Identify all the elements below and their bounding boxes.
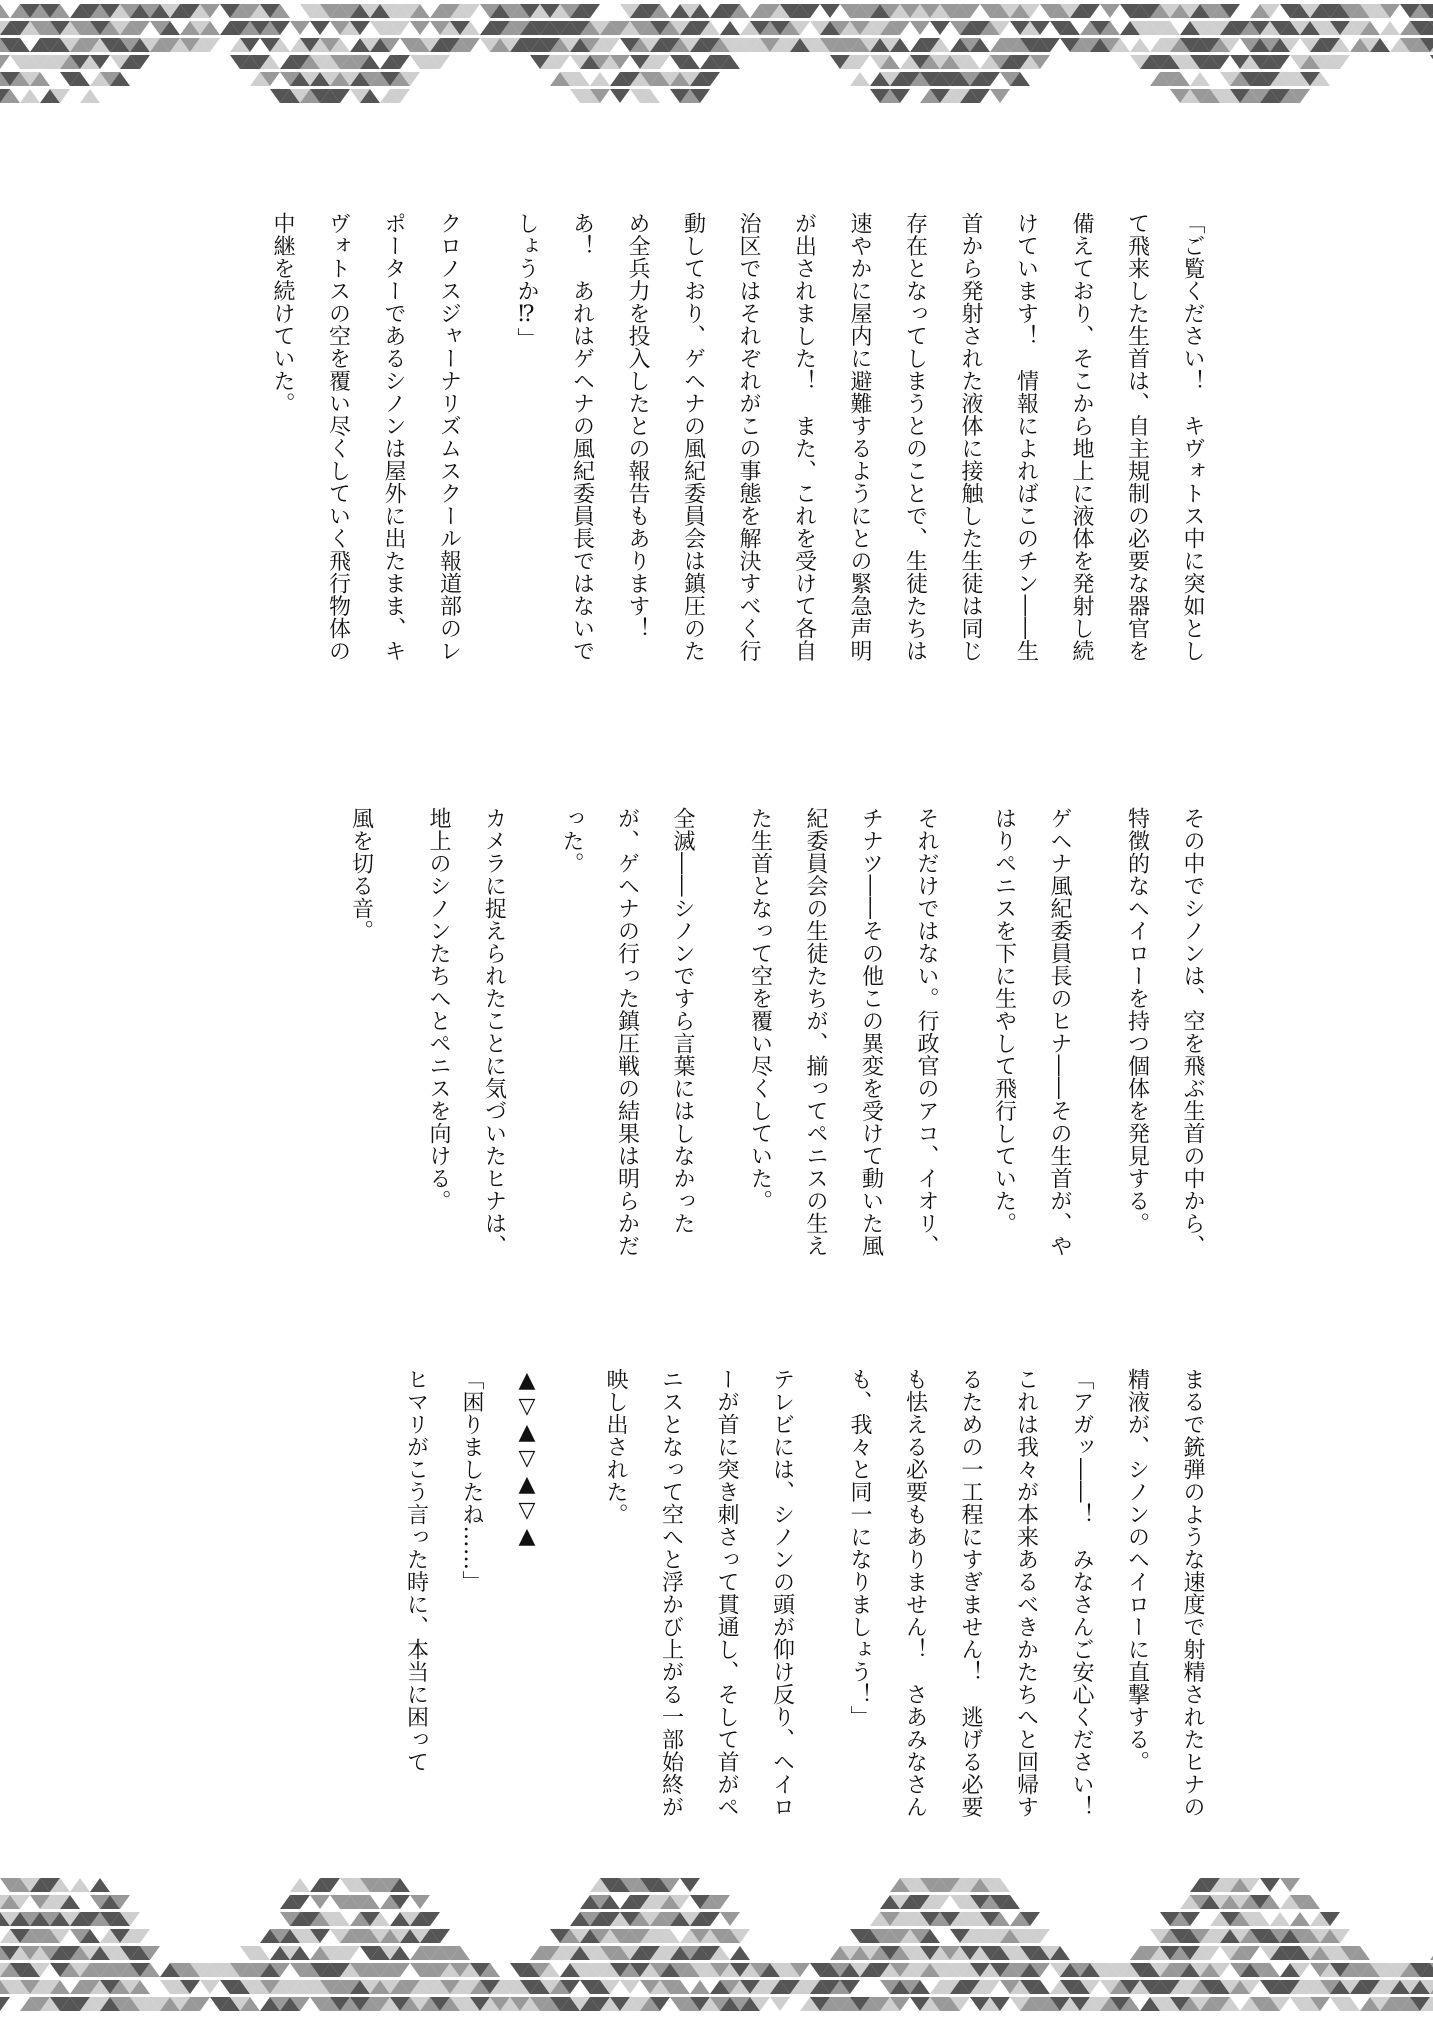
triangle-tile (820, 4, 840, 18)
triangle-tile (310, 21, 330, 35)
triangle-pattern-bottom-icon (0, 1874, 1433, 2024)
triangle-tile (0, 1997, 10, 2011)
paragraph: 全滅――シノンですら言葉にはしなかったが、ゲヘナの行った鎮圧戦の結果は明らかだった。 (559, 807, 695, 1257)
triangle-tile (290, 1878, 310, 1892)
triangle-tile (200, 1980, 220, 1994)
paragraph: 「困りましたね……」 (459, 1368, 484, 1593)
triangle-tile (1270, 1912, 1290, 1926)
triangle-tile (770, 1997, 790, 2011)
triangle-tile (720, 1912, 740, 1926)
triangle-tile (20, 89, 40, 103)
triangle-tile (720, 21, 740, 35)
triangle-tile (930, 21, 950, 35)
paragraph: 風を切る音。 (348, 807, 374, 942)
paragraph: ゲヘナ風紀委員長のヒナ――その生首が、やはりペニスを下に生やして飛行していた。 (991, 807, 1072, 1257)
paragraph: その中でシノンは、空を飛ぶ生首の中から、特徴的なヘイローを持つ個体を発見する。 (1124, 807, 1205, 1257)
triangle-tile (680, 1878, 700, 1892)
triangle-tile (1380, 21, 1400, 35)
text-column-bottom (260, 1368, 1220, 1841)
scene-divider: ▲▽▲▽▲▽▲ (514, 1368, 540, 1550)
triangle-tile (310, 1895, 330, 1909)
paragraph: カメラに捉えられたことに気づいたヒナは、地上のシノンたちへとペニスを向ける。 (426, 807, 507, 1257)
triangle-tile (410, 21, 430, 35)
triangle-tile (290, 21, 310, 35)
paragraph: まるで銃弾のような速度で射精されたヒナの精液が、シノンのヘイローに直撃する。 (1124, 1368, 1205, 1818)
paragraph: ヒマリがこう言った時に、本当に困って (403, 1368, 429, 1773)
paragraph: クロノスジャーナリズムスクール報道部のレポーターであるシノンは屋外に出たまま、キヴォトスの空を覆い尽くしていく飛行物体の中継を続けていた。 (270, 212, 462, 662)
triangle-tile (410, 1895, 430, 1909)
triangle-tile (0, 55, 10, 69)
top-triangle-pattern (0, 0, 1433, 118)
paragraph: 「アガッ――！ みなさんご安心ください！ これは我々が本来あるべきかたちへと回帰するための一工程にすぎません！ 逃げる必要も怯える必要もありません！ さあみなさんも、我々と同一になりましょう！」 (847, 1368, 1094, 1841)
triangle-tile (1290, 1912, 1310, 1926)
triangle-tile (0, 4, 10, 18)
paragraph: テレビには、シノンの頭が仰け反り、ヘイローが首に突き刺さって貫通し、そして首がペニスとなって空へと浮かび上がる一部始終が映し出された。 (603, 1368, 795, 1818)
triangle-tile (690, 1980, 710, 1994)
triangle-tile (620, 1980, 640, 1994)
triangle-tile (1100, 4, 1120, 18)
triangle-tile (90, 1878, 110, 1892)
triangle-tile (1260, 1878, 1280, 1892)
triangle-tile (1190, 72, 1210, 86)
triangle-tile (80, 89, 100, 103)
triangle-tile (990, 89, 1010, 103)
paragraph: 「ご覧ください！ キヴォトス中に突如として飛来した生首は、自主規制の必要な器官を備えており、そこから地上に液体を発射し続けています！ 情報によればこのチン――生首から発射された液体に接触した生徒は同じ存在となってしまうとのことで、生徒たちは速やかに屋内に避難するようにとの緊急声明が出されました！ また、これを受けて各自治区ではそれぞれがこの事態を解決すべく行動しており、ゲヘナの風紀委員会は鎮圧のため全兵力を投入したとの報告もあります！ あ！ あれはゲヘナの風紀委員長ではないでしょうか⁉」 (514, 212, 1205, 662)
triangle-tile (910, 21, 930, 35)
text-column-middle (260, 807, 1220, 1277)
triangle-tile (1280, 1878, 1300, 1892)
paragraph: それだけではない。行政官のアコ、イオリ、チナツ――その他この異変を受けて動いた風紀委員会の生徒たちが、揃ってペニスの生えた生首となって空を覆い尽くしていた。 (747, 807, 939, 1257)
bottom-triangle-pattern (0, 1874, 1433, 2024)
triangle-pattern-top-icon (0, 0, 1433, 118)
triangle-tile (730, 1946, 750, 1960)
triangle-tile (610, 89, 630, 103)
triangle-tile (850, 72, 870, 86)
triangle-tile (1130, 38, 1150, 52)
triangle-tile (590, 72, 610, 86)
triangle-tile (70, 1878, 90, 1892)
text-column-top (260, 212, 1220, 682)
